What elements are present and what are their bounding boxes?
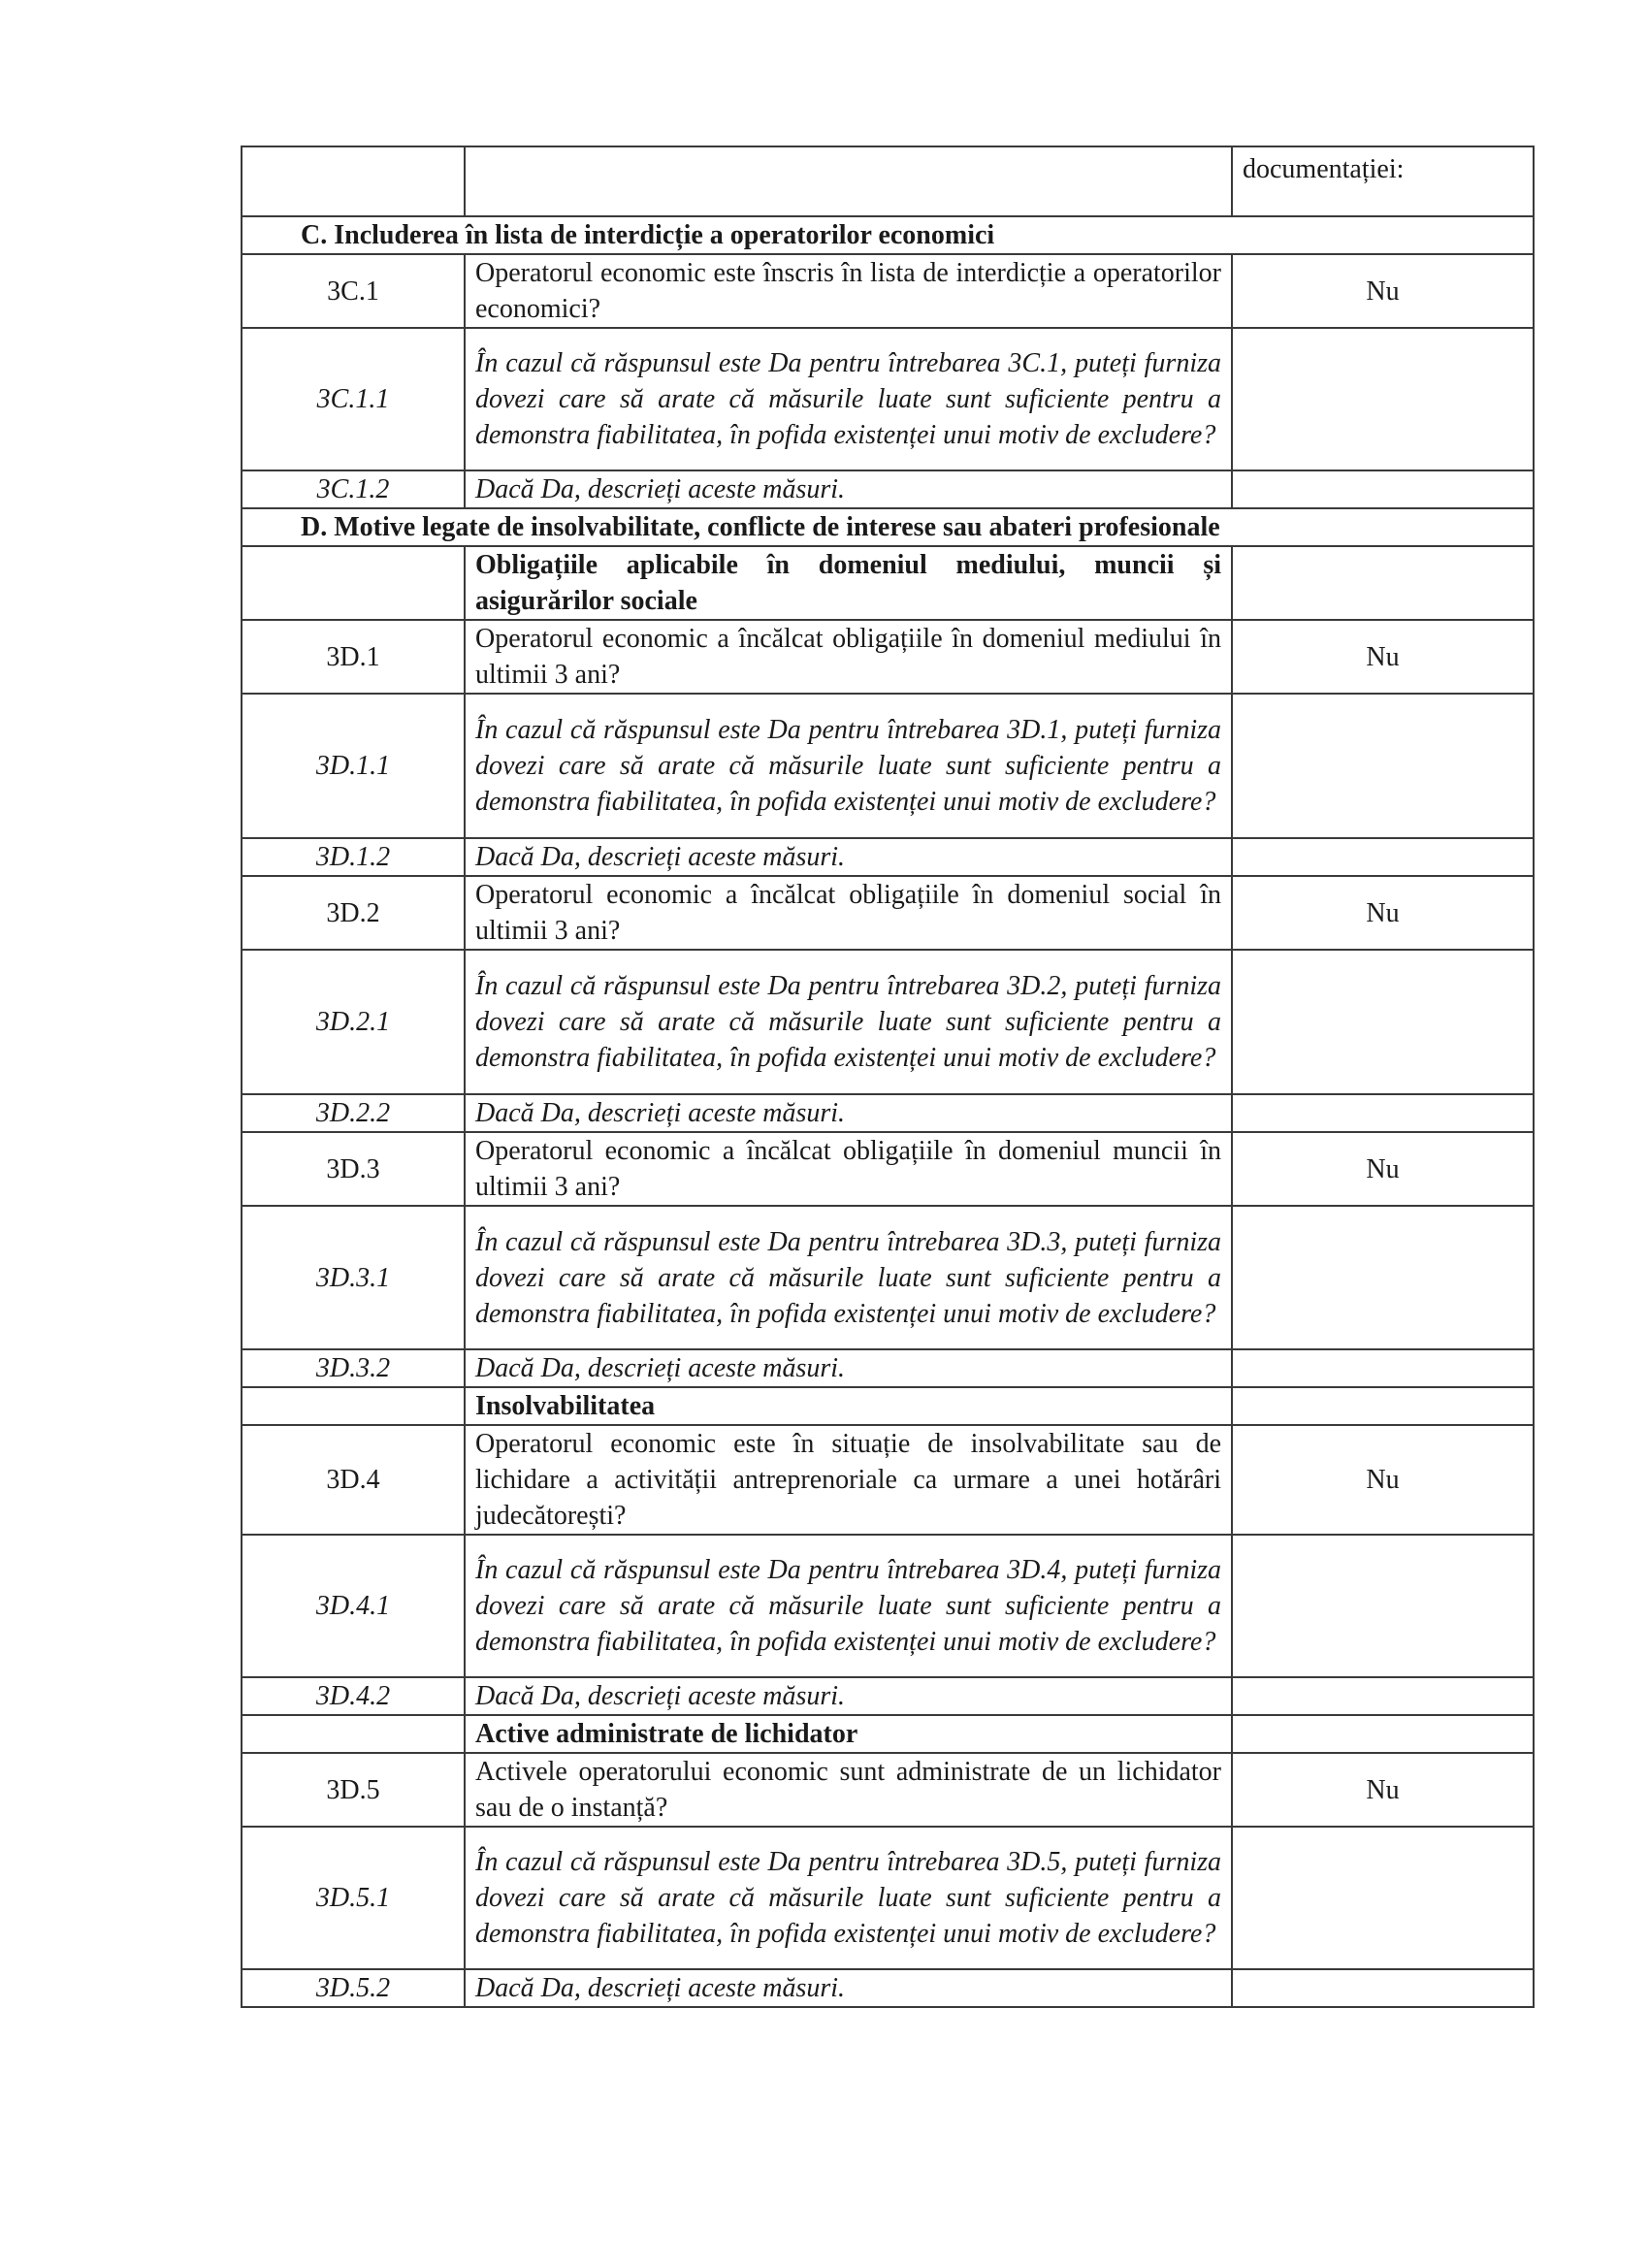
code-cell <box>242 146 465 216</box>
question-text: Dacă Da, descrieți aceste măsuri. <box>465 470 1232 508</box>
answer-cell[interactable] <box>1232 546 1534 620</box>
answer-header-label: documentației: <box>1232 146 1534 216</box>
question-text: În cazul că răspunsul este Da pentru întrebarea 3D.4, puteți furniza dovezi care să arate că măsurile luate sunt suficiente pentru a demonstra fiabilitatea, în pofida existenței unui motiv de excludere? <box>465 1535 1232 1677</box>
answer-cell[interactable] <box>1232 1094 1534 1132</box>
section-title: C. Includerea în lista de interdicție a operatorilor economici <box>242 216 1534 254</box>
answer-cell[interactable] <box>1232 1827 1534 1969</box>
question-code: 3D.3.1 <box>242 1206 465 1349</box>
subsection-title: Obligațiile aplicabile în domeniul mediului, muncii și asigurărilor sociale <box>465 546 1232 620</box>
table-row <box>242 876 1534 950</box>
section-header-row <box>242 216 1534 254</box>
answer-cell[interactable] <box>1232 1969 1534 2007</box>
answer-cell[interactable] <box>1232 1349 1534 1387</box>
question-text: Dacă Da, descrieți aceste măsuri. <box>465 1969 1232 2007</box>
table-row <box>242 1677 1534 1715</box>
table-row <box>242 694 1534 838</box>
answer-cell[interactable] <box>1232 694 1534 838</box>
table-row <box>242 620 1534 694</box>
table-row <box>242 1094 1534 1132</box>
question-code: 3D.5.1 <box>242 1827 465 1969</box>
questionnaire-table <box>241 146 1535 2008</box>
table-row <box>242 1425 1534 1535</box>
table-row <box>242 1132 1534 1206</box>
table-row <box>242 838 1534 876</box>
question-text: În cazul că răspunsul este Da pentru întrebarea 3D.5, puteți furniza dovezi care să arate că măsurile luate sunt suficiente pentru a demonstra fiabilitatea, în pofida existenței unui motiv de excludere? <box>465 1827 1232 1969</box>
question-code: 3D.1.1 <box>242 694 465 838</box>
table-row <box>242 1827 1534 1969</box>
question-text: În cazul că răspunsul este Da pentru întrebarea 3D.3, puteți furniza dovezi care să arate că măsurile luate sunt suficiente pentru a demonstra fiabilitatea, în pofida existenței unui motiv de excludere? <box>465 1206 1232 1349</box>
question-text: Dacă Da, descrieți aceste măsuri. <box>465 1677 1232 1715</box>
answer-cell[interactable]: Nu <box>1232 876 1534 950</box>
answer-cell[interactable] <box>1232 1715 1534 1753</box>
table-row <box>242 1349 1534 1387</box>
table-row <box>242 950 1534 1094</box>
question-code: 3D.5.2 <box>242 1969 465 2007</box>
question-code: 3D.1.2 <box>242 838 465 876</box>
question-text: În cazul că răspunsul este Da pentru întrebarea 3C.1, puteți furniza dovezi care să arate că măsurile luate sunt suficiente pentru a demonstra fiabilitatea, în pofida existenței unui motiv de excludere? <box>465 328 1232 470</box>
question-code: 3C.1.1 <box>242 328 465 470</box>
answer-cell[interactable] <box>1232 950 1534 1094</box>
answer-cell[interactable] <box>1232 470 1534 508</box>
table-row <box>242 1206 1534 1349</box>
table-row <box>242 328 1534 470</box>
section-header-row <box>242 508 1534 546</box>
question-code: 3D.3.2 <box>242 1349 465 1387</box>
question-code <box>242 1387 465 1425</box>
question-text: În cazul că răspunsul este Da pentru întrebarea 3D.1, puteți furniza dovezi care să arate că măsurile luate sunt suficiente pentru a demonstra fiabilitatea, în pofida existenței unui motiv de excludere? <box>465 694 1232 838</box>
question-code: 3D.4 <box>242 1425 465 1535</box>
answer-cell[interactable] <box>1232 838 1534 876</box>
question-text: Dacă Da, descrieți aceste măsuri. <box>465 1349 1232 1387</box>
question-text: Operatorul economic este înscris în lista de interdicție a operatorilor economici? <box>465 254 1232 328</box>
answer-cell[interactable]: Nu <box>1232 1425 1534 1535</box>
table-row <box>242 254 1534 328</box>
answer-cell[interactable]: Nu <box>1232 1753 1534 1827</box>
question-code <box>242 546 465 620</box>
question-code: 3D.5 <box>242 1753 465 1827</box>
question-text: Operatorul economic a încălcat obligațiile în domeniul muncii în ultimii 3 ani? <box>465 1132 1232 1206</box>
question-code: 3D.2 <box>242 876 465 950</box>
question-cell <box>465 146 1232 216</box>
subsection-title: Insolvabilitatea <box>465 1387 1232 1425</box>
question-code: 3C.1 <box>242 254 465 328</box>
question-code: 3D.2.2 <box>242 1094 465 1132</box>
question-code: 3D.2.1 <box>242 950 465 1094</box>
answer-cell[interactable] <box>1232 1387 1534 1425</box>
question-text: Operatorul economic a încălcat obligațiile în domeniul social în ultimii 3 ani? <box>465 876 1232 950</box>
question-code <box>242 1715 465 1753</box>
answer-cell[interactable]: Nu <box>1232 620 1534 694</box>
answer-cell[interactable]: Nu <box>1232 1132 1534 1206</box>
question-code: 3C.1.2 <box>242 470 465 508</box>
question-code: 3D.3 <box>242 1132 465 1206</box>
question-text: Operatorul economic a încălcat obligațiile în domeniul mediului în ultimii 3 ani? <box>465 620 1232 694</box>
table-row <box>242 1535 1534 1677</box>
table-row <box>242 1753 1534 1827</box>
question-text: Operatorul economic este în situație de insolvabilitate sau de lichidare a activității antreprenoriale ca urmare a unei hotărâri judecătorești? <box>465 1425 1232 1535</box>
question-text: Dacă Da, descrieți aceste măsuri. <box>465 838 1232 876</box>
subsection-row <box>242 546 1534 620</box>
subsection-row <box>242 1387 1534 1425</box>
answer-cell[interactable] <box>1232 1535 1534 1677</box>
table-row <box>242 470 1534 508</box>
table-row <box>242 1969 1534 2007</box>
question-text: În cazul că răspunsul este Da pentru întrebarea 3D.2, puteți furniza dovezi care să arate că măsurile luate sunt suficiente pentru a demonstra fiabilitatea, în pofida existenței unui motiv de excludere? <box>465 950 1232 1094</box>
subsection-row <box>242 1715 1534 1753</box>
section-title: D. Motive legate de insolvabilitate, conflicte de interese sau abateri profesionale <box>242 508 1534 546</box>
question-code: 3D.4.2 <box>242 1677 465 1715</box>
answer-cell[interactable]: Nu <box>1232 254 1534 328</box>
answer-cell[interactable] <box>1232 1677 1534 1715</box>
subsection-title: Active administrate de lichidator <box>465 1715 1232 1753</box>
question-code: 3D.1 <box>242 620 465 694</box>
answer-cell[interactable] <box>1232 328 1534 470</box>
question-text: Dacă Da, descrieți aceste măsuri. <box>465 1094 1232 1132</box>
answer-cell[interactable] <box>1232 1206 1534 1349</box>
header-row <box>242 146 1534 216</box>
question-text: Activele operatorului economic sunt administrate de un lichidator sau de o instanță? <box>465 1753 1232 1827</box>
question-code: 3D.4.1 <box>242 1535 465 1677</box>
